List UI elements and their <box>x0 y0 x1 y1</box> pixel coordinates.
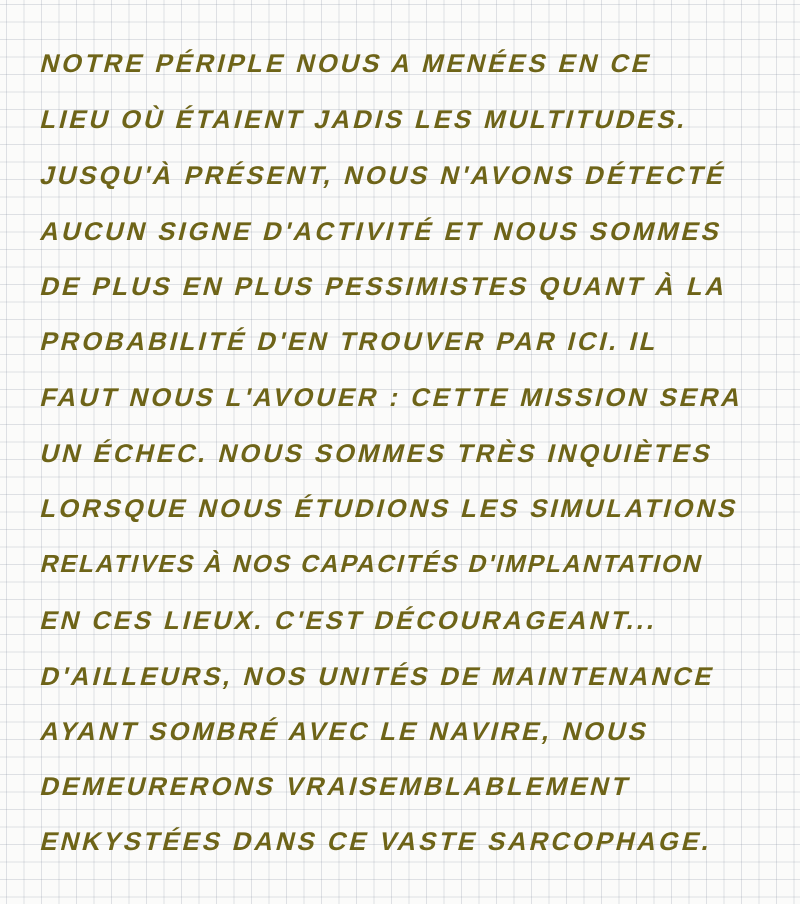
note-line: LIEU OÙ ÉTAIENT JADIS LES MULTITUDES. <box>37 106 692 134</box>
note-line: ENKYSTÉES DANS CE VASTE SARCOPHAGE. <box>37 828 717 856</box>
note-line: FAUT NOUS L'AVOUER : CETTE MISSION SERA <box>37 384 747 412</box>
note-line: RELATIVES À NOS CAPACITÉS D'IMPLANTATION <box>37 551 707 578</box>
note-line: PROBABILITÉ D'EN TROUVER PAR ICI. IL <box>37 328 663 356</box>
note-line: AUCUN SIGNE D'ACTIVITÉ ET NOUS SOMMES <box>37 218 726 246</box>
note-line: DE PLUS EN PLUS PESSIMISTES QUANT À LA <box>37 273 732 301</box>
note-line: DEMEURERONS VRAISEMBLABLEMENT <box>37 773 635 801</box>
note-line: D'AILLEURS, NOS UNITÉS DE MAINTENANCE <box>37 663 719 691</box>
note-line: JUSQU'À PRÉSENT, NOUS N'AVONS DÉTECTÉ <box>37 162 730 190</box>
note-line: AYANT SOMBRÉ AVEC LE NAVIRE, NOUS <box>37 718 653 746</box>
note-line: LORSQUE NOUS ÉTUDIONS LES SIMULATIONS <box>37 495 742 523</box>
note-line: NOTRE PÉRIPLE NOUS A MENÉES EN CE <box>37 50 656 78</box>
note-line: UN ÉCHEC. NOUS SOMMES TRÈS INQUIÈTES <box>37 440 717 468</box>
note-line: EN CES LIEUX. C'EST DÉCOURAGEANT... <box>37 607 662 635</box>
